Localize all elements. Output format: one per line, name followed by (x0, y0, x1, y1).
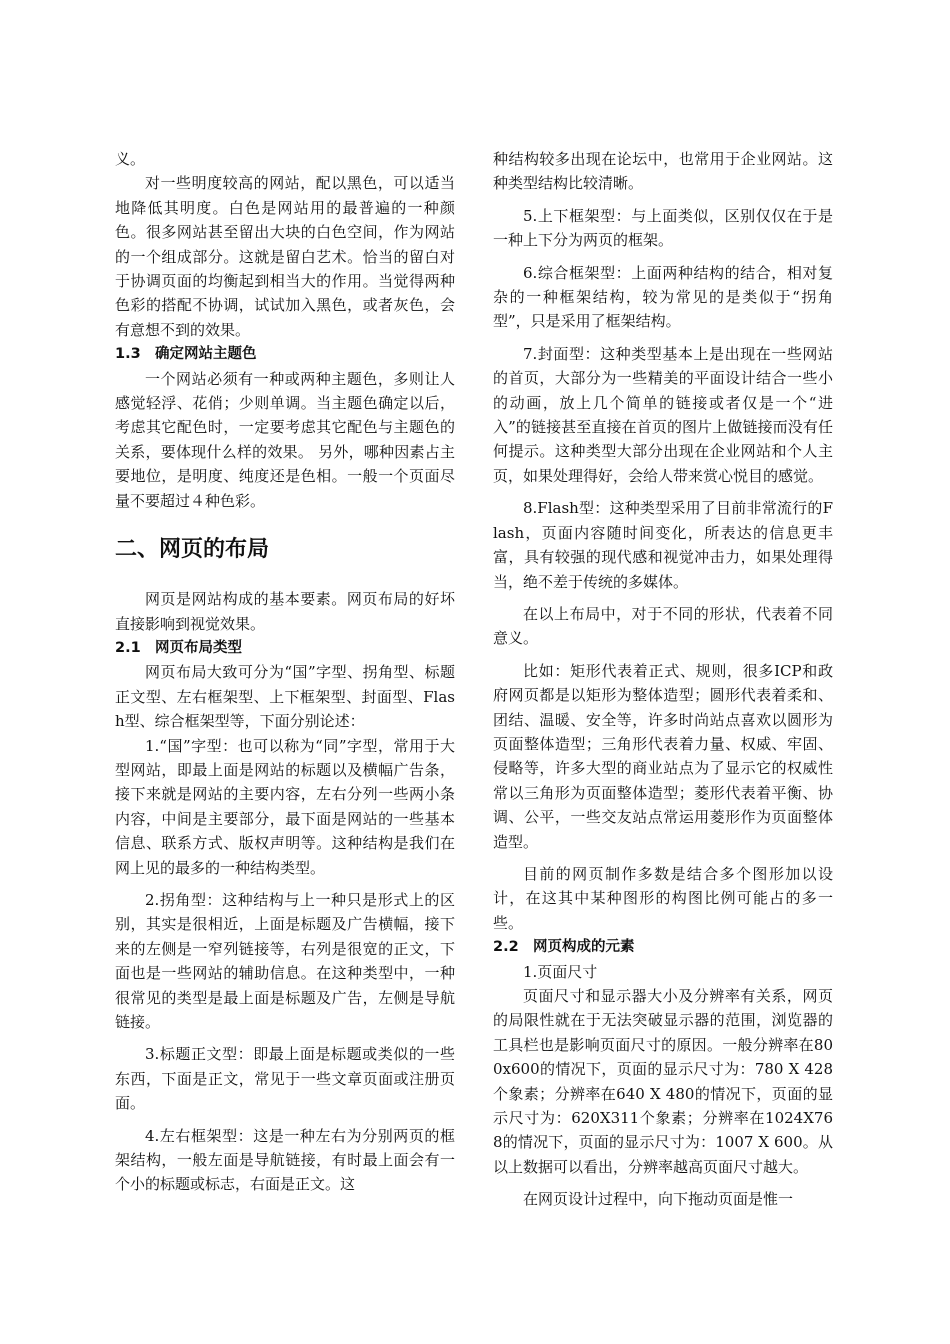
chapter-heading: 二、网页的布局 (115, 537, 270, 563)
paragraph-type-5: 5.上下框架型：与上面类似，区别仅仅在于是一种上下分为两页的框架。 (493, 206, 833, 250)
paragraph-continuation: 种结构较多出现在论坛中，也常用于企业网站。这种类型结构比较清晰。 (493, 150, 833, 193)
paragraph-type-6: 6.综合框架型：上面两种结构的结合，相对复杂的一种框架结构，较为常见的是类似于“拐角型”，只是采用了框架结构。 (493, 263, 833, 331)
paragraph-page-size-title: 1.页面尺寸 (523, 962, 598, 981)
paragraph-type-2: 2.拐角型：这种结构与上一种只是形式上的区别，其实是很相近，上面是标题及广告横幅，接下来的左侧是一窄列链接等，右列是很宽的正文，下面也是一些网站的辅助信息。在这种类型中，一种很常见的类型是最上面是标题及广告，左侧是导航链接。 (115, 890, 455, 1031)
paragraph-layout-intro: 网页是网站构成的基本要素。网页布局的好坏直接影响到视觉效果。 (115, 590, 455, 633)
section-title: 网页构成的元素 (533, 939, 635, 956)
paragraph-type-4: 4.左右框架型：这是一种左右为分别两页的框架结构，一般左面是导航链接，有时最上面会有一个小的标题或标志，右面是正文。这 (115, 1126, 455, 1194)
section-number: 1.3 (115, 346, 141, 363)
paragraph-shapes-intro: 在以上布局中，对于不同的形状，代表着不同意义。 (493, 604, 833, 648)
section-heading-1-3 (115, 342, 455, 366)
paragraph-layout-types: 网页布局大致可分为“国”字型、拐角型、标题正文型、左右框架型、上下框架型、封面型、Flash型、综合框架型等，下面分别论述： (115, 663, 455, 731)
section-number: 2.1 (115, 639, 141, 656)
paragraph-scroll: 在网页设计过程中，向下拖动页面是惟一 (523, 1190, 794, 1209)
left-column (115, 147, 455, 1197)
paragraph-type-8: 8.Flash型：这种类型采用了目前非常流行的Flash，页面内容随时间变化，所表达的信息更丰富，具有较强的现代感和视觉冲击力，如果处理得当，绝不差于传统的多媒体。 (493, 499, 833, 591)
paragraph-page-size: 页面尺寸和显示器大小及分辨率有关系，网页的局限性就在于无法突破显示器的范围，浏览器的工具栏也是影响页面尺寸的原因。一般分辨率在800x600的情况下，页面的显示尺寸为：780 X 428个象素；分辨率在640 X 480的情况下，页面的显示尺寸为：620X311个象素；分辨率在1024X768的情况下，页面的显示尺寸为：1007 X 600。从以上数据可以看出，分辨率越高页面尺寸越大。 (493, 987, 833, 1176)
section-title: 确定网站主题色 (155, 346, 257, 363)
paragraph-black-white: 对一些明度较高的网站，配以黑色，可以适当地降低其明度。白色是网站用的最普遍的一种颜色。很多网站甚至留出大块的白色空间，作为网站的一个组成部分。这就是留白艺术。恰当的留白对于协调页面的均衡起到相当大的作用。当觉得两种色彩的搭配不协调，试试加入黑色，或者灰色，会有意想不到的效果。 (115, 174, 455, 339)
paragraph-type-3: 3.标题正文型：即最上面是标题或类似的一些东西，下面是正文，常见于一些文章页面或注册页面。 (115, 1045, 455, 1113)
section-number: 2.2 (493, 939, 519, 956)
right-column (493, 147, 833, 1212)
section-title: 网页布局类型 (155, 639, 242, 656)
paragraph-combine: 目前的网页制作多数是结合多个图形加以设计，在这其中某种图形的构图比例可能占的多一些。 (493, 864, 833, 932)
paragraph-type-7: 7.封面型：这种类型基本上是出现在一些网站的首页，大部分为一些精美的平面设计结合一些小的动画，放上几个简单的链接或者仅是一个“进入”的链接甚至直接在首页的图片上做链接而没有任何提示。这种类型大部分出现在企业网站和个人主页，如果处理得好，会给人带来赏心悦目的感觉。 (493, 344, 833, 485)
section-heading-2-2 (493, 935, 833, 959)
paragraph-theme-color: 一个网站必须有一种或两种主题色，多则让人感觉轻浮、花俏；少则单调。当主题色确定以后，考虑其它配色时，一定要考虑其它配色与主题色的关系，要体现什么样的效果。 另外，哪种因素占主要地位，是明度、纯度还是色相。一般一个页面尽量不要超过４种色彩。 (115, 369, 455, 510)
paragraph-type-1: 1.“国”字型：也可以称为“同”字型，常用于大型网站，即最上面是网站的标题以及横幅广告条，接下来就是网站的主要内容，左右分列一些两小条内容，中间是主要部分，最下面是网站的一些基本信息、联系方式、版权声明等。这种结构是我们在网上见的最多的一种结构类型。 (115, 736, 455, 877)
paragraph-continuation: 义。 (115, 150, 146, 168)
paragraph-shapes: 比如：矩形代表着正式、规则，很多ICP和政府网页都是以矩形为整体造型；圆形代表着柔和、团结、温暖、安全等，许多时尚站点喜欢以圆形为页面整体造型；三角形代表着力量、权威、牢固、侵略等，许多大型的商业站点为了显示它的权威性常以三角形为页面整体造型；菱形代表着平衡、协调、公平，一些交友站点常运用菱形作为页面整体造型。 (493, 661, 833, 851)
section-heading-2-1 (115, 636, 455, 660)
